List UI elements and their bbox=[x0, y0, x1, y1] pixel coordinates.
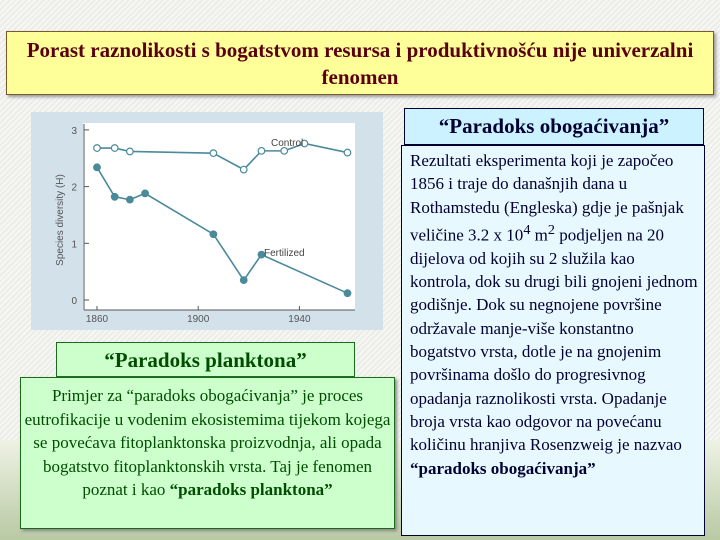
paradox-enrichment-text bbox=[401, 145, 705, 536]
series-label-control: Control bbox=[271, 138, 304, 149]
y-tick-label: 3 bbox=[71, 125, 77, 137]
text-part: podjeljen na 20 dijelova od kojih su 2 služila kao kontrola, dok su drugi bili gnojeni jednom godišnje. Dok su negnojene površine održavale manje-više konstantno bogatstvo vrsta, dotle je na gnojenim površinama došlo do progresivnog opadanja raznolikosti vrsta. Opadanje broja vrsta kao odgovor na povećanu količinu hranjiva Rosenzweig je nazvao bbox=[410, 225, 698, 455]
paradox-plankton-heading: “Paradoks planktona” bbox=[56, 342, 355, 377]
data-point-fertilized bbox=[94, 164, 101, 171]
species-diversity-chart bbox=[31, 112, 383, 330]
y-tick-label: 1 bbox=[71, 239, 77, 251]
paradox-plankton-text bbox=[20, 377, 395, 529]
x-tick-label: 1900 bbox=[187, 314, 210, 325]
data-point-control bbox=[344, 149, 351, 156]
data-point-fertilized bbox=[142, 190, 149, 197]
text-part: m bbox=[530, 225, 548, 245]
data-point-control bbox=[127, 148, 134, 155]
series-label-fertilized: Fertilized bbox=[264, 248, 305, 259]
data-point-fertilized bbox=[344, 290, 351, 297]
text-part: Rezultati eksperimenta koji je započeo 1856 i traje do današnjih dana u Rothamstedu (Engleska) gdje je pašnjak veličine 3.2 x 10 bbox=[410, 151, 684, 245]
data-point-fertilized bbox=[127, 196, 134, 203]
data-point-control bbox=[94, 145, 101, 152]
bold-term: “paradoks planktona” bbox=[169, 480, 333, 499]
y-axis-label: Species diversity (H) bbox=[55, 174, 66, 266]
x-tick-label: 1940 bbox=[288, 314, 311, 325]
paradox-enrichment-heading: “Paradoks obogaćivanja” bbox=[404, 108, 704, 145]
y-tick-label: 0 bbox=[71, 296, 77, 307]
superscript: 4 bbox=[523, 221, 531, 238]
chart-svg bbox=[31, 112, 383, 330]
x-tick-label: 1860 bbox=[85, 314, 109, 325]
text-part: Primjer za “paradoks obogaćivanja” je proces eutrofikacije u vodenim ekosistemima tijekom kojega se povećava fitoplanktonska proizvodnja, ali opada bogatstvo fitoplanktonskih vrsta. Taj je fenomen poznat i kao bbox=[24, 386, 391, 499]
slide-title: Porast raznolikosti s bogatstvom resursa i produktivnošću nije univerzalni fenomen bbox=[6, 31, 714, 95]
data-point-fertilized bbox=[210, 231, 217, 238]
bold-term: “paradoks obogaćivanja” bbox=[410, 458, 596, 478]
superscript: 2 bbox=[547, 221, 555, 238]
data-point-control bbox=[258, 148, 265, 155]
data-point-fertilized bbox=[111, 194, 118, 201]
plot-area bbox=[83, 123, 355, 310]
y-tick-label: 2 bbox=[71, 182, 77, 194]
data-point-fertilized bbox=[240, 277, 247, 284]
data-point-control bbox=[240, 166, 247, 173]
data-point-control bbox=[210, 150, 217, 157]
data-point-control bbox=[111, 145, 118, 152]
